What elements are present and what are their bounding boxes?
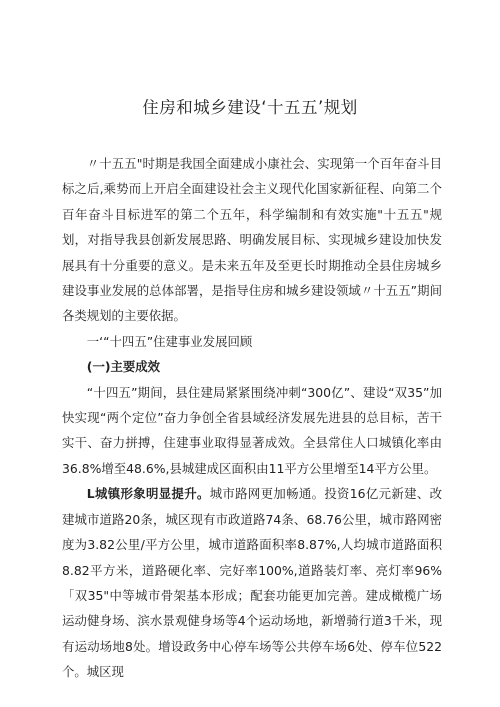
section-heading: 一‘“十四五”住建事业发展回顾 — [86, 333, 253, 349]
point-1-paragraph — [62, 481, 442, 684]
point-1-lead: L城镇形象明显提升。 — [86, 486, 210, 502]
summary-paragraph: “十四五”期间，县住建局紧紧围绕冲刺“300亿”、建设“双35”加快实现“两个定位”奋力争创全省县域经济发展先进县的总目标，苦干实干、奋力拼搏，住建事业取得显著成效。全县常住人口城镇化率由36.8%增至48.6%,县城建成区面积由11平方公里增至14平方公里。 — [62, 384, 442, 476]
document-title: 住房和城乡建设‘十五五’规划 — [142, 98, 358, 117]
document-body — [62, 151, 442, 685]
subsection-heading: (一)主要成效 — [86, 359, 161, 375]
point-1-text: 城市路网更加畅通。投资16亿元新建、改建城市道路20条，城区现有市政道路74条、68.76公里，城市路网密度为3.82公里/平方公里，城市道路面积率8.87%,人均城市道路面积8.82平方米，道路硬化率、完好率100%,道路装灯率、亮灯率96%「双35"中等城市骨架基本形成；配套功能更加完善。建成橄榄广场运动健身场、滨水景观健身场等4个运动场地，新增骑行道3千米，现有运动场地8处。增设政务中心停车场等公共停车场6处、停车位522个。城区现 — [62, 486, 442, 680]
intro-paragraph: 〃十五五"时期是我国全面建成小康社会、实现第一个百年奋斗目标之后,乘势而上开启全面建设社会主义现代化国家新征程、向第二个百年奋斗目标进军的第二个五年，科学编制和有效实施"十五五"规划，对指导我县创新发展思路、明确发展目标、实现城乡建设加快发展具有十分重要的意义。是未来五年及至更长时期推动全县住房城乡建设事业发展的总体部署，是指导住房和城乡建设领域〃十五五”期间各类规划的主要依据。 — [62, 156, 442, 324]
